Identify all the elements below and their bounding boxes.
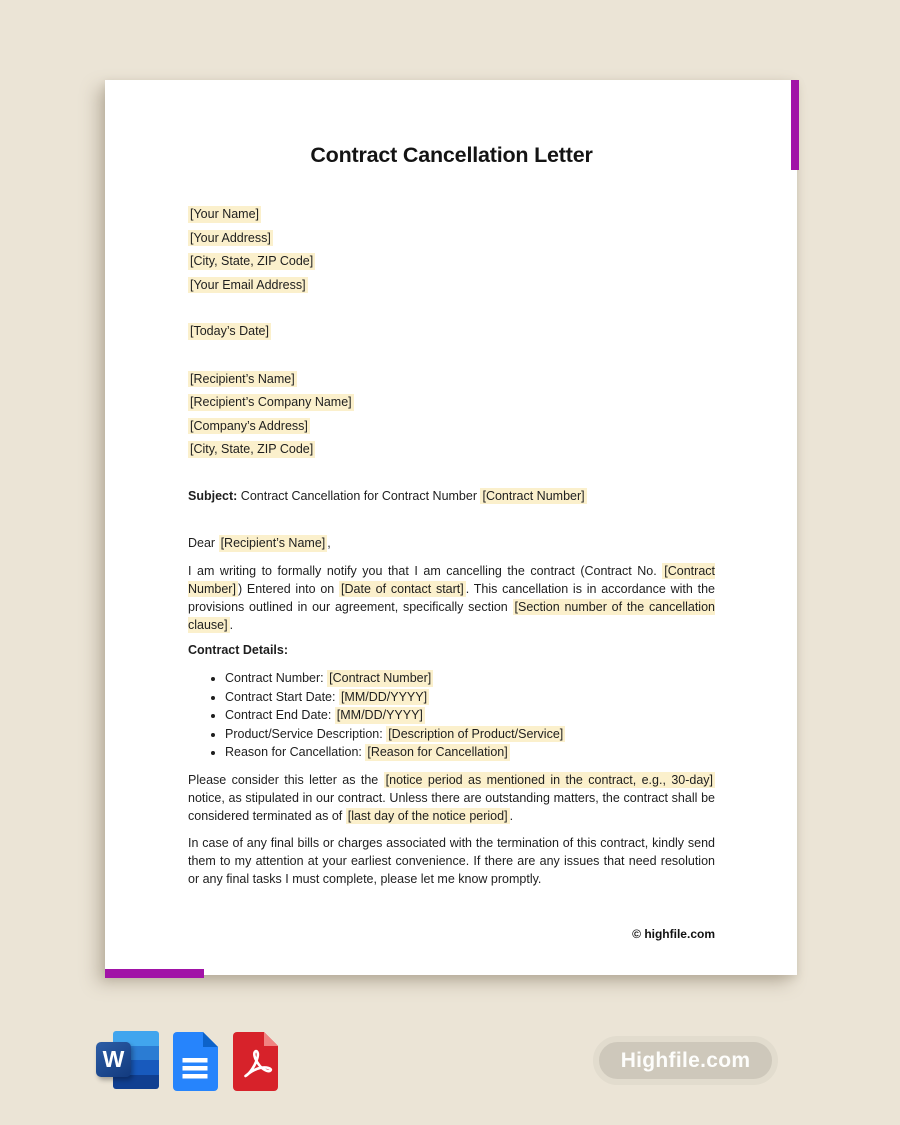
paragraph-cancellation-notice: I am writing to formally notify you that I am cancelling the contract (Contract No. [Contract Number] ) Entered into on [Date of contact start] . This cancellation is in accordance with the provisions outlined in our agreement, specifically section [Section number of the cancellation clause] . [188, 563, 715, 632]
date-line [188, 323, 715, 341]
placeholder-recipient-city-state-zip: [City, State, ZIP Code] [190, 442, 314, 456]
paragraph-final-bills: In case of any final bills or charges associated with the termination of this contract, kindly send them to my attention at your earliest convenience. If there are any issues that need resolution or any final tasks I must complete, please let me know promptly. [188, 835, 715, 886]
placeholder-your-address: [Your Address] [190, 230, 271, 245]
google-docs-icon[interactable] [173, 1032, 218, 1091]
letter-content [105, 80, 797, 975]
page-title: Contract Cancellation Letter [310, 143, 593, 167]
recipient-address-line [188, 418, 715, 436]
placeholder-your-name: [Your Name] [190, 207, 260, 221]
list-item-contract-end-date: • Contract End Date: [MM/DD/YYYY] [225, 706, 715, 725]
google-docs-glyph [173, 1032, 218, 1091]
copyright-credit: © highfile.com [632, 926, 715, 941]
list-item-product-service-description: • Product/Service Description: [Description of Product/Service] [225, 725, 715, 744]
highfile-badge-label: Highfile.com [620, 1048, 751, 1072]
sender-block [188, 206, 715, 294]
placeholder-company-address: [Company’s Address] [190, 418, 308, 433]
contract-details-list [188, 669, 715, 762]
contract-details-heading: Contract Details: [188, 642, 289, 657]
word-letter-tile: W [96, 1042, 131, 1077]
document-page [105, 80, 797, 975]
recipient-name-line [188, 371, 715, 389]
recipient-block [188, 371, 715, 459]
placeholder-todays-date: [Today’s Date] [190, 324, 269, 338]
list-item-contract-number: • Contract Number: [Contract Number] [225, 669, 715, 688]
highfile-badge[interactable] [593, 1036, 778, 1085]
placeholder-city-state-zip: [City, State, ZIP Code] [190, 254, 314, 268]
subject-line [188, 488, 715, 506]
placeholder-recipient-company: [Recipient’s Company Name] [190, 395, 352, 409]
sender-city-line [188, 253, 715, 271]
list-item-contract-start-date: • Contract Start Date: [MM/DD/YYYY] [225, 688, 715, 707]
sender-name-line [188, 206, 715, 224]
placeholder-recipient-name: [Recipient’s Name] [190, 371, 295, 386]
sender-address-line [188, 230, 715, 248]
salutation-line: Dear [Recipient’s Name] , [188, 536, 331, 550]
sender-email-line [188, 277, 715, 295]
subject-text: Contract Cancellation for Contract Number [Contract Number] [237, 488, 585, 503]
recipient-company-line [188, 394, 715, 412]
recipient-city-line [188, 441, 715, 459]
pdf-glyph [233, 1032, 278, 1091]
placeholder-your-email: [Your Email Address] [190, 277, 306, 292]
pdf-icon[interactable] [233, 1032, 278, 1091]
list-item-reason-for-cancellation: • Reason for Cancellation: [Reason for Cancellation] [225, 743, 715, 762]
paragraph-notice-period: Please consider this letter as the [notice period as mentioned in the contract, e.g., 30-day] notice, as stipulated in our contract. Unless there are outstanding matters, the contract shall be considered terminated as of [last day of the notice period] . [188, 772, 715, 823]
subject-label: Subject: [188, 488, 238, 503]
word-icon[interactable] [96, 1031, 159, 1091]
